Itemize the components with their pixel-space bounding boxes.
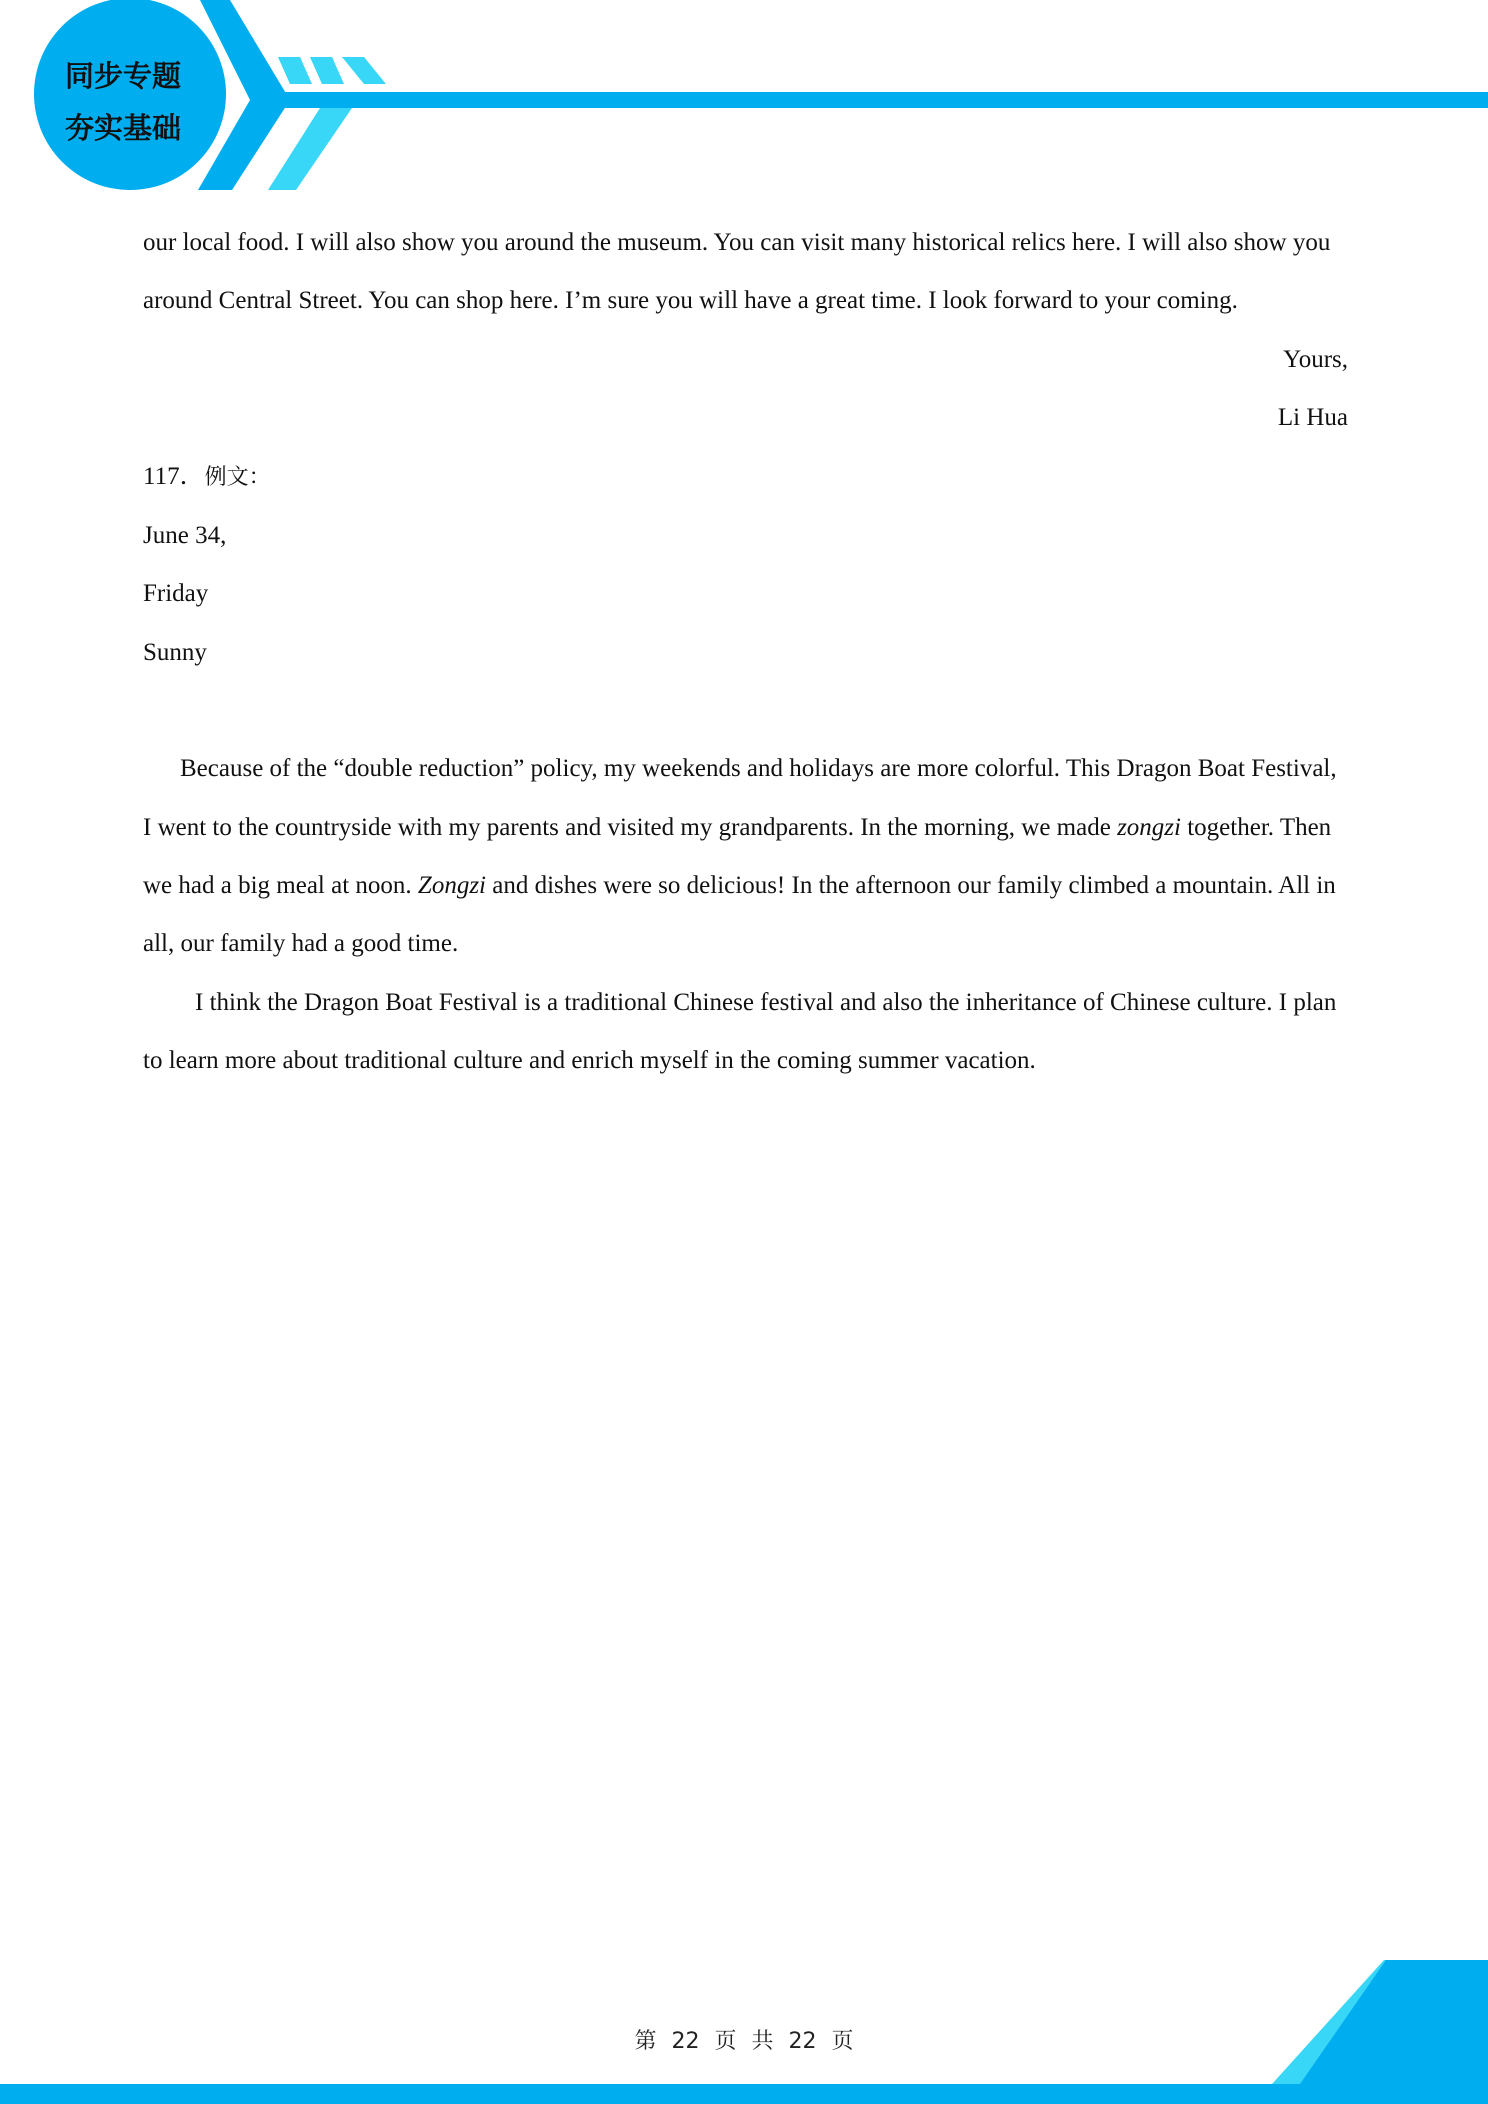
item-number: 117． [143,462,205,490]
diary-date: June 34, [143,522,227,550]
page-content [143,214,1348,1091]
page-number: 第 22 页 共 22 页 [634,2029,854,2054]
p1-italic-zongzi: zongzi [1117,813,1181,841]
header-chevron-highlight [268,108,352,190]
letter-closing: Yours, [1283,345,1348,373]
p1-text-b: together. Then we had a big meal at noon. [143,813,1332,900]
diary-weekday: Friday [143,580,209,608]
p1-italic-zongzi-cap: Zongzi [417,872,487,900]
header-stripe [280,92,1488,108]
badge-line-2: 夯实基础 [64,111,181,145]
badge-line-1: 同步专题 [64,59,181,93]
header-tick-1 [278,57,312,84]
essay-paragraph-1 [143,740,1348,974]
item-117-heading [143,448,1348,507]
letter-continuation: our local food. I will also show you around the museum. You can visit many historical relics here. I will also show you around Central Street. You can shop here. I’m sure you will have a great time. I look forward to your coming. [143,229,1331,315]
header-badge-text [36,50,210,154]
header-banner [0,0,1488,200]
p1-text-a: Because of the “double reduction” policy, my weekends and holidays are more colorful. This Dragon Boat Festival, I went to the countryside with my parents and visited my grandparents. In the morning, we made [143,755,1337,841]
blank-line [143,682,1348,740]
letter-signature: Li Hua [1277,404,1348,432]
item-label: 例文： [204,464,271,490]
p1-text-c: and dishes were so delicious! In the afternoon our family climbed a mountain. All in all, our family had a good time. [143,872,1336,958]
footer-stripe [0,2084,1488,2104]
header-tick-2 [310,57,344,84]
header-tick-3 [342,57,386,84]
essay-paragraph-2: I think the Dragon Boat Festival is a traditional Chinese festival and also the inheritance of Chinese culture. I plan to learn more about traditional culture and enrich myself in the coming summer vacation. [143,988,1337,1075]
diary-weather: Sunny [143,638,207,666]
